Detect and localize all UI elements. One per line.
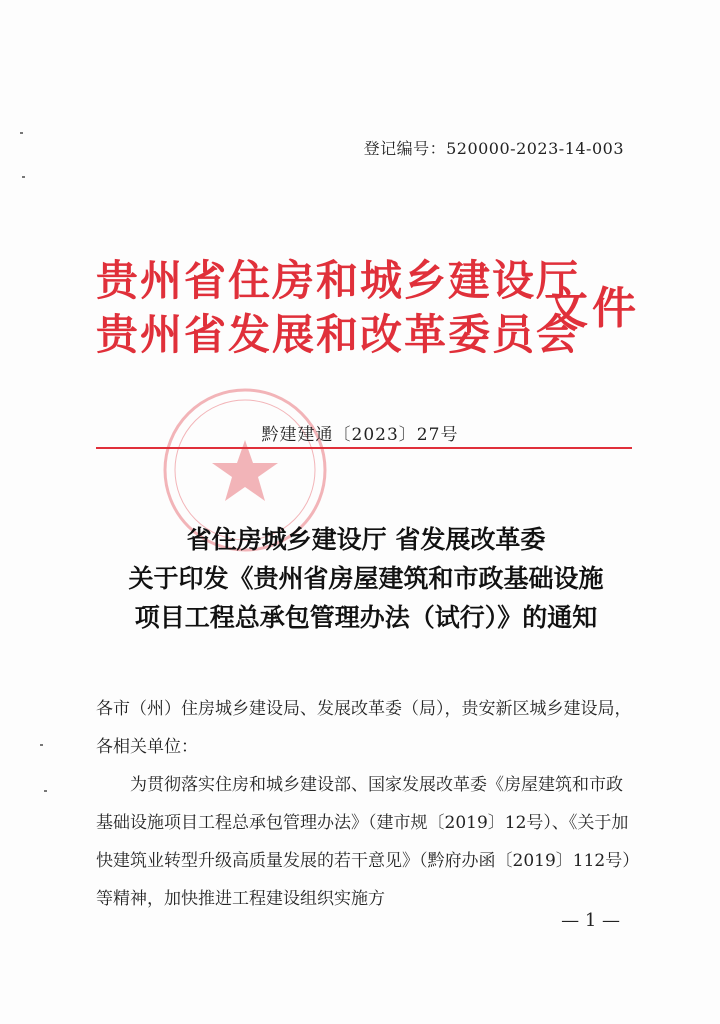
scan-speck [22, 176, 25, 178]
document-number: 黔建建通〔2023〕27号 [261, 425, 459, 445]
issuer-header [96, 238, 656, 368]
title-line-1: 省住房城乡建设厅 省发展改革委 [186, 525, 546, 554]
issuer-document-suffix: 文件 [544, 283, 640, 334]
red-separator-line [96, 447, 632, 449]
page-number: — 1 — [561, 910, 620, 931]
scan-speck [40, 744, 43, 746]
scan-speck [44, 790, 47, 792]
registration-number: 登记编号：520000-2023-14-003 [363, 139, 624, 158]
scan-speck [20, 132, 23, 134]
issuer-name-housing: 贵州省住房和城乡建设厅 [96, 256, 581, 305]
document-title [96, 520, 636, 637]
body-paragraph: 为贯彻落实住房和城乡建设部、国家发展改革委《房屋建筑和市政基础设施项目工程总承包管理办法》（建市规〔2019〕12号）、《关于加快建筑业转型升级高质量发展的若干意见》（黔府办函〔2019〕112号）等精神，加快推进工程建设组织实施方 [96, 775, 631, 909]
title-line-2: 关于印发《贵州省房屋建筑和市政基础设施 [128, 564, 604, 593]
document-body [96, 690, 632, 918]
title-line-3: 项目工程总承包管理办法（试行）》的通知 [134, 603, 598, 632]
addressee-paragraph: 各市（州）住房城乡建设局、发展改革委（局），贵安新区城乡建设局，各相关单位： [96, 699, 632, 757]
issuer-name-development: 贵州省发展和改革委员会 [96, 310, 581, 359]
